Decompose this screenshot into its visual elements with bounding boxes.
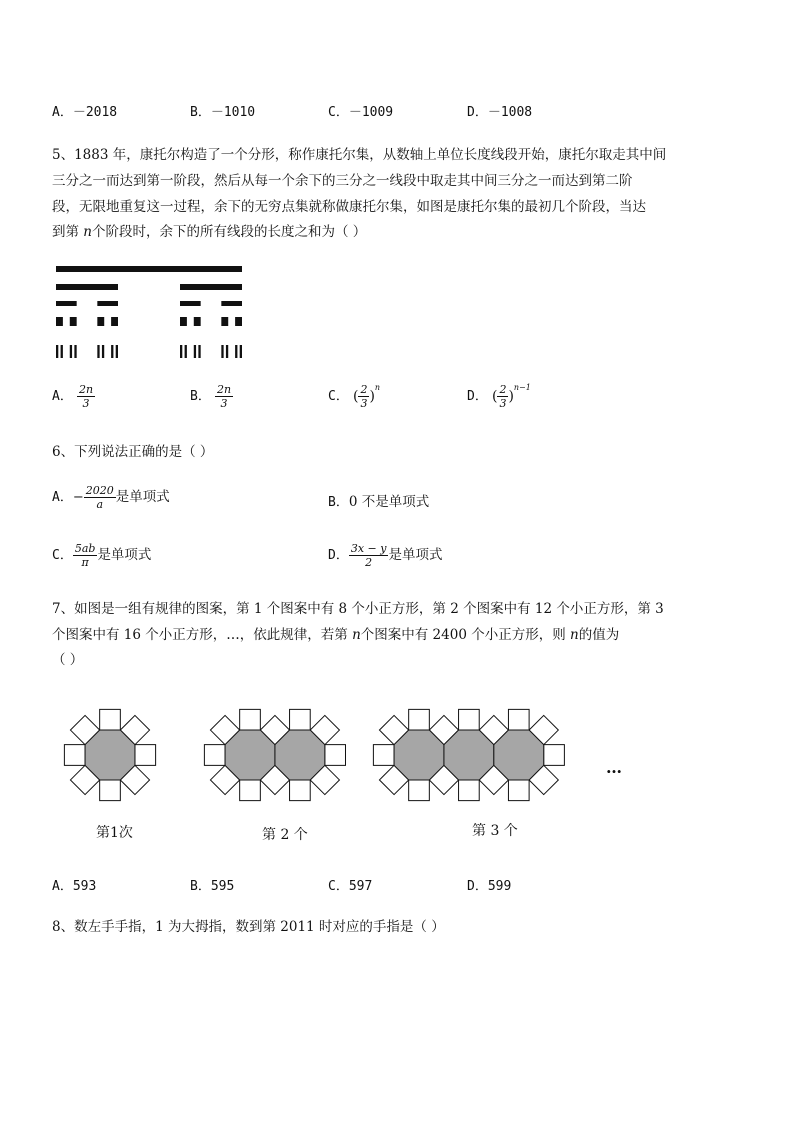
cantor-segment-stage-3 <box>235 317 242 326</box>
small-square <box>100 780 121 801</box>
octagon <box>444 730 494 780</box>
small-square <box>508 780 529 801</box>
q6-option-a: A．− $\frac{2020}{a}$ 是单项式 <box>52 484 170 511</box>
cantor-segment-stage-2 <box>56 301 77 306</box>
q7-option-c: C．597 <box>328 879 373 894</box>
cantor-segment-stage-4 <box>111 345 113 358</box>
q7-stem-line-3: （ ） <box>52 652 84 668</box>
small-square <box>240 709 261 730</box>
cantor-segment-stage-4 <box>70 345 72 358</box>
cantor-segment-stage-2 <box>180 301 201 306</box>
q7-stem-line-2: 个图案中有 16 个小正方形，…，依此规律，若第 n个图案中有 2400 个小正方形，则 n的值为 <box>52 627 620 643</box>
cantor-segment-stage-2 <box>97 301 118 306</box>
pattern-caption-1: 第1次 <box>96 825 133 841</box>
small-square <box>290 709 311 730</box>
cantor-segment-stage-3 <box>194 317 201 326</box>
small-square <box>64 745 85 766</box>
q7-option-a: A．593 <box>52 879 97 894</box>
small-square <box>373 745 394 766</box>
octagon <box>225 730 275 780</box>
cantor-segment-stage-4 <box>194 345 196 358</box>
octagon <box>494 730 544 780</box>
octagon <box>85 730 135 780</box>
cantor-segment-stage-2 <box>221 301 242 306</box>
q4-option-c: C．－1009 <box>328 105 394 120</box>
q4-option-b: B．－1010 <box>190 105 256 120</box>
q6-option-b: B．0 不是单项式 <box>328 494 430 510</box>
cantor-segment-stage-1 <box>56 284 118 290</box>
q4-option-d: D．－1008 <box>467 105 533 120</box>
cantor-segment-stage-0 <box>56 266 242 272</box>
q7-option-b: B．595 <box>190 879 235 894</box>
cantor-segment-stage-4 <box>235 345 237 358</box>
small-square <box>204 745 225 766</box>
cantor-segment-stage-4 <box>185 345 187 358</box>
cantor-segment-stage-4 <box>198 345 200 358</box>
pattern-caption-3: 第 3 个 <box>472 823 518 839</box>
small-square <box>100 709 121 730</box>
q6-stem: 6、下列说法正确的是（ ） <box>52 444 214 460</box>
cantor-segment-stage-4 <box>56 345 58 358</box>
q7-option-d: D．599 <box>467 879 512 894</box>
octagon-pattern-figure <box>55 700 635 850</box>
small-square <box>325 745 346 766</box>
octagon <box>394 730 444 780</box>
cantor-segment-stage-4 <box>240 345 242 358</box>
q7-stem-line-1: 7、如图是一组有规律的图案，第 1 个图案中有 8 个小正方形，第 2 个图案中有 12 个小正方形，第 3 <box>52 601 664 617</box>
cantor-segment-stage-3 <box>221 317 228 326</box>
q8-stem: 8、数左手手指，1 为大拇指，数到第 2011 时对应的手指是（ ） <box>52 919 445 935</box>
q5-option-c: C． ( $\frac{2}{3}$ )$^n$ <box>328 383 381 410</box>
small-square <box>544 745 565 766</box>
q5-stem-line-2: 三分之一而达到第一阶段，然后从每一个余下的三分之一线段中取走其中间三分之一而达到第二阶 <box>52 173 633 189</box>
cantor-segment-stage-4 <box>221 345 223 358</box>
cantor-segment-stage-4 <box>116 345 118 358</box>
small-square <box>459 780 480 801</box>
cantor-segment-stage-3 <box>111 317 118 326</box>
cantor-segment-stage-4 <box>61 345 63 358</box>
q5-stem-line-3: 段，无限地重复这一过程，余下的无穷点集就称做康托尔集，如图是康托尔集的最初几个阶段，当达 <box>52 199 646 215</box>
pattern-caption-2: 第 2 个 <box>262 827 308 843</box>
cantor-segment-stage-4 <box>180 345 182 358</box>
cantor-segment-stage-1 <box>180 284 242 290</box>
small-square <box>135 745 156 766</box>
cantor-segment-stage-3 <box>70 317 77 326</box>
cantor-segment-stage-3 <box>56 317 63 326</box>
q6-option-c: C． $\frac{5ab}{\pi}$ 是单项式 <box>52 542 152 569</box>
q5-option-d: D． ( $\frac{2}{3}$ )$^{n-1}$ <box>467 383 531 410</box>
octagon <box>275 730 325 780</box>
cantor-segment-stage-4 <box>74 345 76 358</box>
cantor-segment-stage-4 <box>97 345 99 358</box>
small-square <box>240 780 261 801</box>
cantor-set-figure <box>52 260 252 365</box>
small-square <box>459 709 480 730</box>
cantor-segment-stage-4 <box>102 345 104 358</box>
small-square <box>409 709 430 730</box>
q5-option-b: B． $\frac{2n}{3}$ <box>190 383 232 410</box>
q5-stem-line-1: 5、1883 年，康托尔构造了一个分形，称作康托尔集，从数轴上单位长度线段开始，康托尔取走其中间 <box>52 147 667 163</box>
q6-option-d: D． $\frac{3x - y}{2}$ 是单项式 <box>328 542 443 569</box>
small-square <box>290 780 311 801</box>
cantor-segment-stage-3 <box>180 317 187 326</box>
small-square <box>508 709 529 730</box>
cantor-segment-stage-4 <box>226 345 228 358</box>
cantor-segment-stage-3 <box>97 317 104 326</box>
q5-stem-line-4: 到第 n个阶段时，余下的所有线段的长度之和为（ ） <box>52 224 367 240</box>
q5-option-a: A． $\frac{2n}{3}$ <box>52 383 94 410</box>
small-square <box>409 780 430 801</box>
pattern-ellipsis: … <box>606 758 622 777</box>
q4-option-a: A．－2018 <box>52 105 118 120</box>
